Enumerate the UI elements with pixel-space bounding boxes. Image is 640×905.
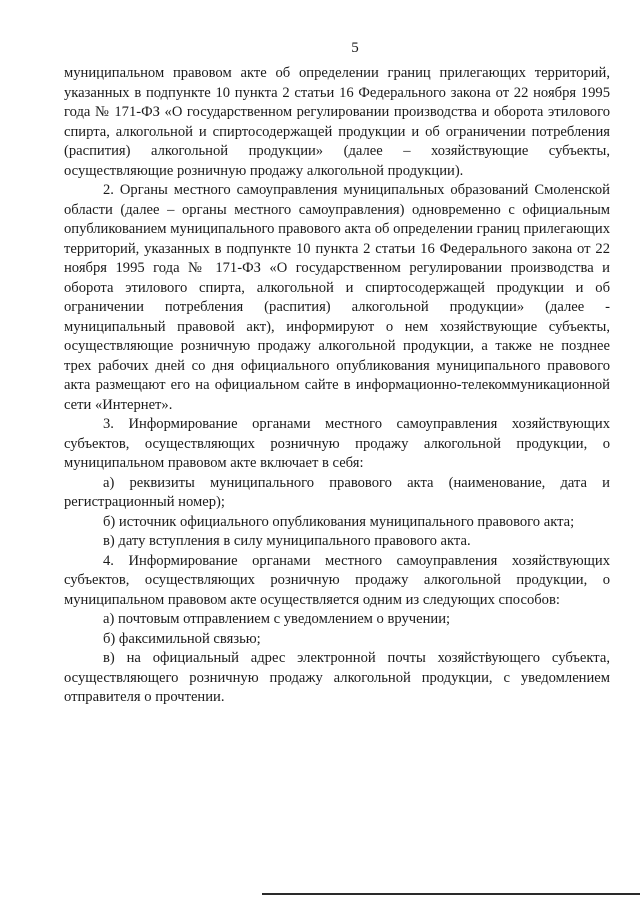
page-number: 5 [351, 40, 359, 56]
paragraph: муниципальном правовом акте об определении границ прилегающих территорий, указанных в подпункте 10 пункта 2 статьи 16 Федерального закона от 22 ноября 1995 года № 171-ФЗ «О государственном регулировании производства и оборота этилового спирта, алкогольной и спиртосодержащей продукции и об ограничении потребления (распития) алкогольной продукции» (далее – хозяйствующие субъекты, осуществляющие розничную продажу алкогольной продукции). [64, 65, 610, 179]
document-body [64, 64, 610, 708]
paragraph: 4. Информирование органами местного самоуправления хозяйствующих субъектов, осуществляющих розничную продажу алкогольной продукции, о муниципальном правовом акте осуществляется одним из следующих способов: [64, 552, 610, 608]
bottom-rule [262, 893, 640, 895]
paragraph: 2. Органы местного самоуправления муниципальных образований Смоленской области (далее – органы местного самоуправления) одновременно с официальным опубликованием муниципального правового акта об определении границ прилегающих территорий, указанных в подпункте 10 пункта 2 статьи 16 Федерального закона от 22 ноября 1995 года № 171-ФЗ «О государственном регулировании производства и оборота этилового спирта, алкогольной и спиртосодержащей продукции и об ограничении потребления (распития) алкогольной продукции» (далее - муниципальный правовой акт), информируют о нем хозяйствующие субъекты, осуществляющие розничную продажу алкогольной продукции, а также не позднее трех рабочих дней со дня официального опубликования муниципального правового акта размещают его на официальном сайте в информационно-телекоммуникационной сети «Интернет». [64, 182, 610, 413]
list-item: а) реквизиты муниципального правового акта (наименование, дата и регистрационный номер); [64, 474, 610, 510]
list-item: б) источник официального опубликования муниципального правового акта; [103, 513, 575, 530]
list-item: а) почтовым отправлением с уведомлением о вручении; [103, 611, 451, 627]
list-item: в) на официальный адрес электронной почты хозяйствующего субъекта, осуществляющего розничную продажу алкогольной продукции, с уведомлением отправителя о прочтении. [64, 650, 610, 705]
paragraph: 3. Информирование органами местного самоуправления хозяйствующих субъектов, осуществляющих розничную продажу алкогольной продукции, о муниципальном правовом акте включает в себя: [64, 416, 610, 471]
list-item: в) дату вступления в силу муниципального правового акта. [103, 533, 471, 549]
list-item: б) факсимильной связью; [103, 630, 261, 647]
